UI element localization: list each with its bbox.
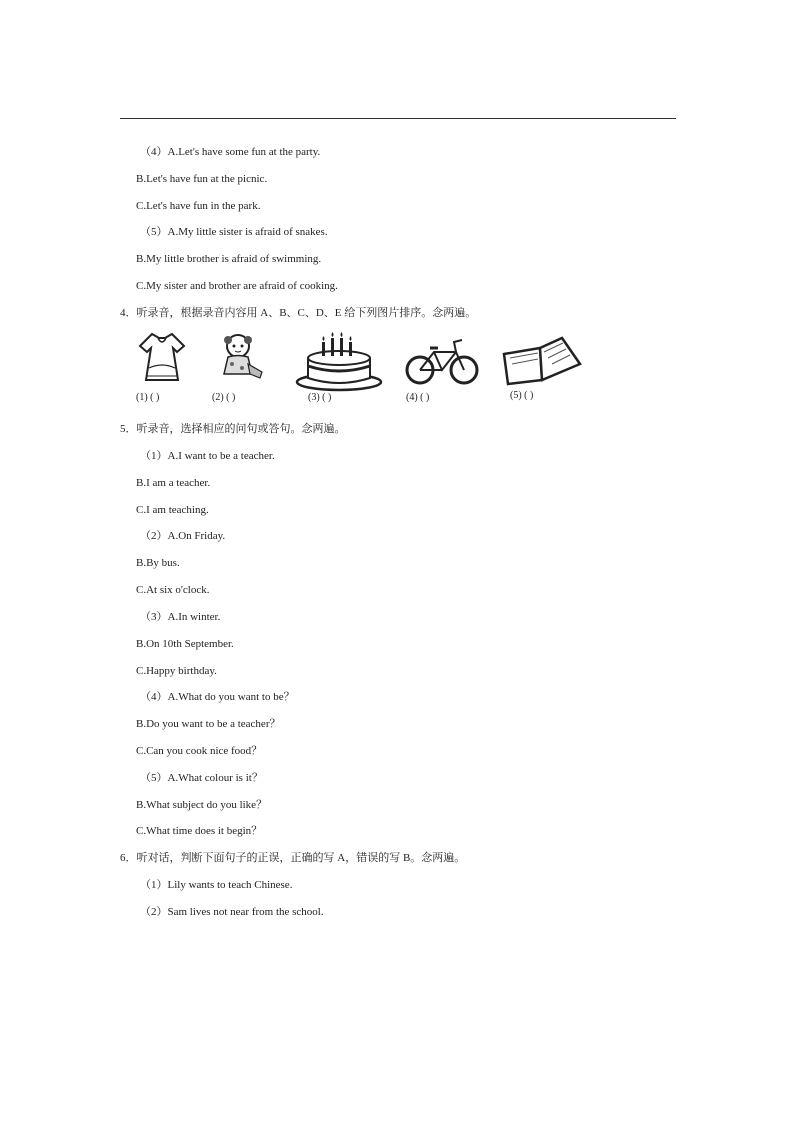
q5-item3-option-c: C.Happy birthday. (136, 665, 217, 677)
picture-3-caption: (3) ( ) (308, 392, 332, 403)
picture-5-caption: (5) ( ) (510, 390, 534, 401)
q3-item5-option-c: C.My sister and brother are afraid of cooking. (136, 280, 338, 292)
q3-item5-option-b: B.My little brother is afraid of swimming. (136, 253, 322, 265)
q5-item4-option-a: （4）A.What do you want to be？ (140, 691, 295, 703)
question-4-heading: 4．听录音，根据录音内容用 A、B、C、D、E 给下列图片排序。念两遍。 (120, 307, 477, 319)
header-rule (120, 118, 676, 119)
q5-item4-option-b: B.Do you want to be a teacher？ (136, 718, 281, 730)
q5-item1-option-a: （1）A.I want to be a teacher. (140, 450, 275, 462)
q5-item2-option-b: B.By bus. (136, 557, 180, 569)
bicycle-icon (404, 336, 480, 388)
picture-row (132, 328, 602, 410)
q5-item5-option-c: C.What time does it begin？ (136, 825, 263, 837)
q5-item3-option-b: B.On 10th September. (136, 638, 234, 650)
q3-item4-option-a: （4）A.Let's have some fun at the party. (140, 146, 321, 158)
question-6-heading: 6．听对话，判断下面句子的正误，正确的写 A，错误的写 B。念两遍。 (120, 852, 466, 864)
picture-1-caption: (1) ( ) (136, 392, 160, 403)
book-icon (500, 334, 584, 388)
q5-item2-option-c: C.At six o'clock. (136, 584, 210, 596)
q5-item5-option-a: （5）A.What colour is it？ (140, 772, 263, 784)
q3-item5-option-a: （5）A.My little sister is afraid of snakes. (140, 226, 328, 238)
q5-item2-option-a: （2）A.On Friday. (140, 530, 226, 542)
q3-item4-option-b: B.Let's have fun at the picnic. (136, 173, 268, 185)
picture-2-caption: (2) ( ) (212, 392, 236, 403)
q5-item4-option-c: C.Can you cook nice food？ (136, 745, 263, 757)
q6-statement-1: （1）Lily wants to teach Chinese. (140, 879, 293, 891)
question-5-heading: 5．听录音，选择相应的问句或答句。念两遍。 (120, 423, 346, 435)
picture-4-caption: (4) ( ) (406, 392, 430, 403)
q3-item4-option-c: C.Let's have fun in the park. (136, 200, 261, 212)
doll-icon (212, 328, 272, 388)
q5-item1-option-c: C.I am teaching. (136, 504, 209, 516)
birthday-cake-icon (294, 328, 384, 392)
q5-item1-option-b: B.I am a teacher. (136, 477, 211, 489)
dress-icon (132, 328, 192, 388)
q5-item3-option-a: （3）A.In winter. (140, 611, 221, 623)
q6-statement-2: （2）Sam lives not near from the school. (140, 906, 324, 918)
q5-item5-option-b: B.What subject do you like？ (136, 799, 268, 811)
